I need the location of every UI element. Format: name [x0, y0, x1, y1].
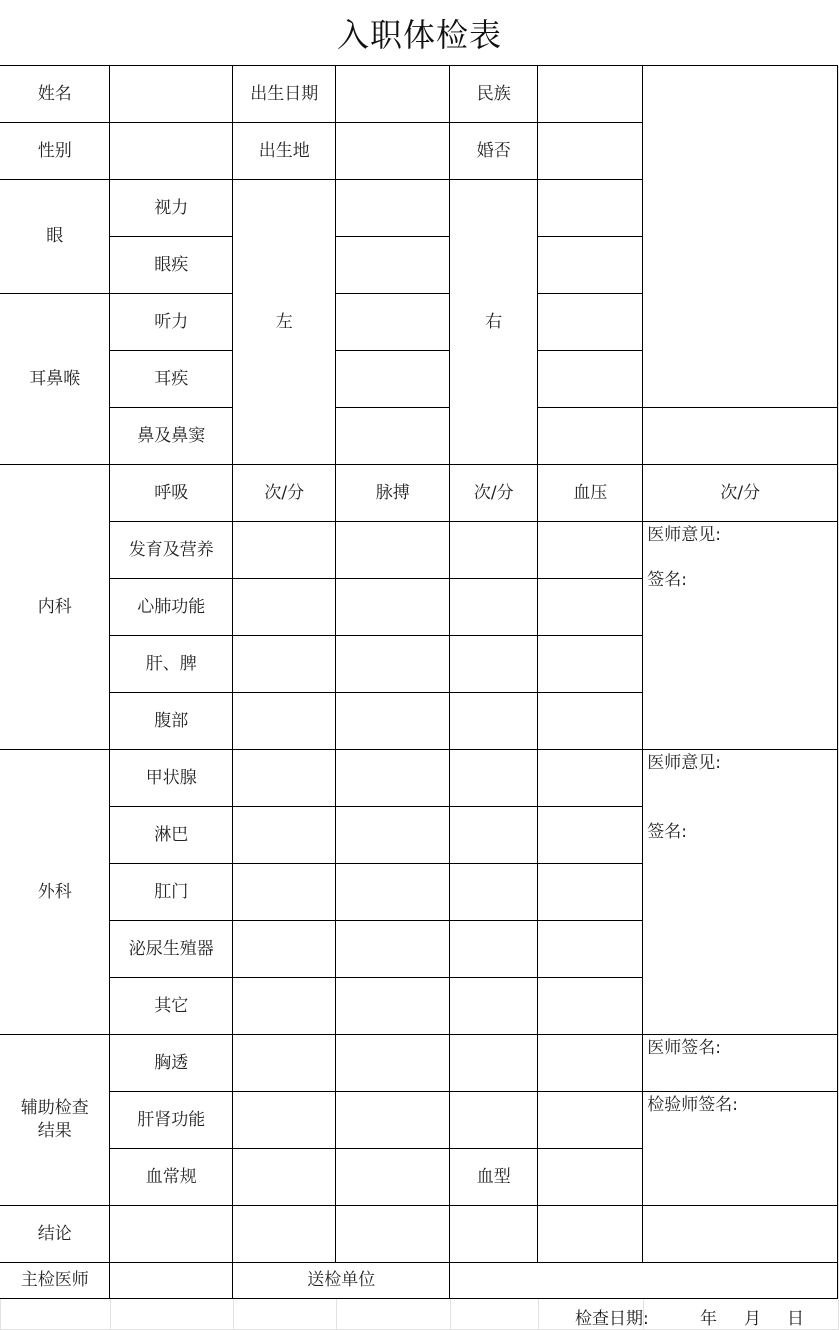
eye-section-label: 眼	[0, 179, 110, 294]
thyroid-label: 甲状腺	[109, 749, 233, 807]
blood-type-field[interactable]	[537, 1148, 643, 1206]
surgical-doctor-opinion[interactable]	[642, 749, 838, 1035]
surgical-field[interactable]	[449, 863, 538, 921]
right-side-label: 右	[449, 179, 538, 465]
conclusion-field[interactable]	[232, 1205, 336, 1263]
month-label[interactable]: 月	[744, 1309, 761, 1329]
surgical-field[interactable]	[537, 806, 643, 864]
urogenital-label: 泌尿生殖器	[109, 920, 233, 978]
internal-field[interactable]	[232, 635, 336, 693]
internal-field[interactable]	[537, 635, 643, 693]
signature-label: 签名:	[647, 570, 687, 591]
surgical-field[interactable]	[335, 920, 450, 978]
surgical-field[interactable]	[537, 863, 643, 921]
surgical-field[interactable]	[449, 806, 538, 864]
ear-disease-left-field[interactable]	[335, 350, 450, 408]
birthplace-field[interactable]	[335, 122, 450, 180]
birthplace-label: 出生地	[232, 122, 336, 180]
development-label: 发育及营养	[109, 521, 233, 579]
auxiliary-label-line1: 辅助检查	[20, 1098, 89, 1119]
cardiopulmonary-label: 心肺功能	[109, 578, 233, 636]
internal-field[interactable]	[232, 521, 336, 579]
chief-doctor-field[interactable]	[109, 1262, 233, 1299]
marital-field[interactable]	[537, 122, 643, 180]
other-label: 其它	[109, 977, 233, 1035]
name-field[interactable]	[109, 65, 233, 123]
internal-field[interactable]	[232, 578, 336, 636]
day-label[interactable]: 日	[787, 1309, 804, 1329]
blood-type-label: 血型	[449, 1148, 538, 1206]
marital-label: 婚否	[449, 122, 538, 180]
internal-field[interactable]	[537, 578, 643, 636]
internal-field[interactable]	[449, 635, 538, 693]
auxiliary-label-line2: 结果	[37, 1121, 72, 1142]
gender-field[interactable]	[109, 122, 233, 180]
eye-disease-left-field[interactable]	[335, 236, 450, 294]
conclusion-field[interactable]	[449, 1205, 538, 1263]
hearing-left-field[interactable]	[335, 293, 450, 351]
surgical-field[interactable]	[449, 749, 538, 807]
auxiliary-field[interactable]	[335, 1148, 450, 1206]
internal-field[interactable]	[449, 521, 538, 579]
auxiliary-section-label	[0, 1034, 110, 1206]
ethnicity-label: 民族	[449, 65, 538, 123]
nose-left-field[interactable]	[335, 407, 450, 465]
lab-signature-label: 检验师签名:	[647, 1095, 738, 1116]
doctor-opinion-label: 医师意见:	[647, 525, 721, 546]
surgical-field[interactable]	[449, 920, 538, 978]
gender-label: 性别	[0, 122, 110, 180]
surgical-field[interactable]	[335, 977, 450, 1035]
nose-sinus-label: 鼻及鼻窦	[109, 407, 233, 465]
bp-unit[interactable]: 次/分	[642, 464, 838, 522]
surgical-field[interactable]	[232, 920, 336, 978]
auxiliary-field[interactable]	[449, 1091, 538, 1149]
vision-left-field[interactable]	[335, 179, 450, 237]
abdomen-label: 腹部	[109, 692, 233, 750]
surgical-field[interactable]	[335, 806, 450, 864]
surgical-field[interactable]	[232, 863, 336, 921]
nose-right-field[interactable]	[537, 407, 643, 465]
surgical-field[interactable]	[537, 977, 643, 1035]
lab-signature-area[interactable]	[642, 1091, 838, 1206]
chief-doctor-label: 主检医师	[0, 1262, 110, 1299]
internal-field[interactable]	[335, 635, 450, 693]
internal-field[interactable]	[449, 578, 538, 636]
internal-field[interactable]	[537, 521, 643, 579]
conclusion-label: 结论	[0, 1205, 110, 1263]
pulse-label: 脉搏	[335, 464, 450, 522]
breath-unit[interactable]: 次/分	[232, 464, 336, 522]
ear-disease-label: 耳疾	[109, 350, 233, 408]
hearing-label: 听力	[109, 293, 233, 351]
exam-date-label: 检查日期:	[575, 1309, 649, 1329]
auxiliary-field[interactable]	[537, 1034, 643, 1092]
breath-label: 呼吸	[109, 464, 233, 522]
internal-doctor-opinion[interactable]	[642, 521, 838, 750]
auxiliary-field[interactable]	[232, 1148, 336, 1206]
doctor-signature-label: 医师签名:	[647, 1038, 721, 1059]
bp-label: 血压	[537, 464, 643, 522]
internal-section-label: 内科	[0, 464, 110, 750]
photo-area[interactable]	[642, 65, 838, 408]
auxiliary-field[interactable]	[232, 1034, 336, 1092]
signature-label: 签名:	[647, 822, 687, 843]
conclusion-field[interactable]	[642, 1205, 838, 1263]
conclusion-field[interactable]	[335, 1205, 450, 1263]
liver-spleen-label: 肝、脾	[109, 635, 233, 693]
doctor-signature-area[interactable]	[642, 1034, 838, 1092]
internal-field[interactable]	[232, 692, 336, 750]
conclusion-field[interactable]	[537, 1205, 643, 1263]
eye-disease-label: 眼疾	[109, 236, 233, 294]
doctor-opinion-label: 医师意见:	[647, 753, 721, 774]
internal-field[interactable]	[449, 692, 538, 750]
surgical-field[interactable]	[335, 749, 450, 807]
anus-label: 肛门	[109, 863, 233, 921]
ear-disease-right-field[interactable]	[537, 350, 643, 408]
surgical-field[interactable]	[449, 977, 538, 1035]
vision-right-field[interactable]	[537, 179, 643, 237]
surgical-field[interactable]	[232, 977, 336, 1035]
chest-xray-label: 胸透	[109, 1034, 233, 1092]
surgical-field[interactable]	[232, 806, 336, 864]
ent-section-label: 耳鼻喉	[0, 293, 110, 465]
auxiliary-field[interactable]	[335, 1034, 450, 1092]
auxiliary-field[interactable]	[449, 1034, 538, 1092]
liver-kidney-label: 肝肾功能	[109, 1091, 233, 1149]
surgical-field[interactable]	[335, 863, 450, 921]
ethnicity-field[interactable]	[537, 65, 643, 123]
lymph-label: 淋巴	[109, 806, 233, 864]
name-label: 姓名	[0, 65, 110, 123]
internal-field[interactable]	[335, 521, 450, 579]
surgical-field[interactable]	[232, 749, 336, 807]
ent-extra-field[interactable]	[642, 407, 838, 465]
blood-routine-label: 血常规	[109, 1148, 233, 1206]
conclusion-field[interactable]	[109, 1205, 233, 1263]
submitting-unit-field[interactable]	[449, 1262, 838, 1299]
auxiliary-field[interactable]	[232, 1091, 336, 1149]
eye-disease-right-field[interactable]	[537, 236, 643, 294]
internal-field[interactable]	[335, 692, 450, 750]
internal-field[interactable]	[537, 692, 643, 750]
surgical-field[interactable]	[537, 920, 643, 978]
surgical-field[interactable]	[537, 749, 643, 807]
vision-label: 视力	[109, 179, 233, 237]
birth-date-field[interactable]	[335, 65, 450, 123]
birth-date-label: 出生日期	[232, 65, 336, 123]
form-title: 入职体检表	[0, 0, 839, 66]
hearing-right-field[interactable]	[537, 293, 643, 351]
exam-date-row	[450, 1299, 839, 1330]
left-side-label: 左	[232, 179, 336, 465]
surgical-section-label: 外科	[0, 749, 110, 1035]
internal-field[interactable]	[335, 578, 450, 636]
submitting-unit-label: 送检单位	[232, 1262, 450, 1299]
year-label[interactable]: 年	[700, 1309, 717, 1329]
pulse-unit[interactable]: 次/分	[449, 464, 538, 522]
auxiliary-field[interactable]	[335, 1091, 450, 1149]
auxiliary-field[interactable]	[537, 1091, 643, 1149]
